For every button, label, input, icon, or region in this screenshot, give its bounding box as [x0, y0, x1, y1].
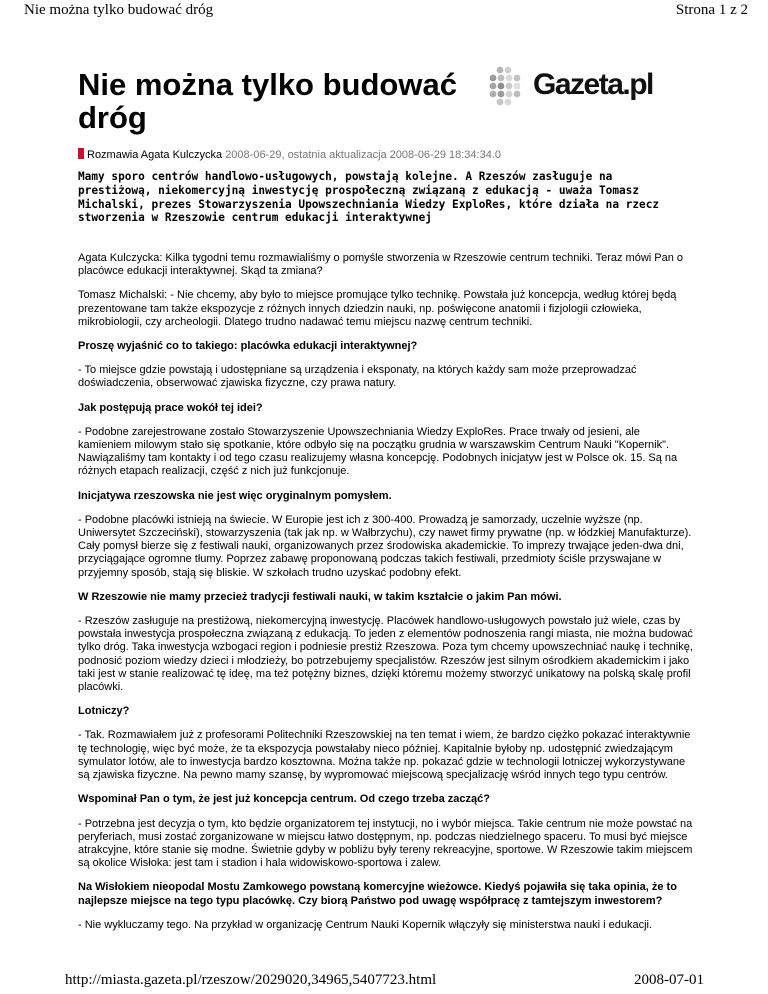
question-paragraph: Inicjatywa rzeszowska nie jest więc oryginalnym pomysłem. — [78, 489, 392, 502]
article-lead: Mamy sporo centrów handlowo-usługowych, powstają kolejne. A Rzeszów zasługuje na prestiżową, niekomercyjną inwestycję prospołeczną związaną z edukacją - uważa Tomasz Michalski, prezes Stowarzyszenia Upowszechniania Wiedzy ExploRes, które działa na rzecz stworzenia w Rzeszowie centrum edukacji interaktywnej — [78, 170, 660, 225]
question-paragraph: Wspominał Pan o tym, że jest już koncepcja centrum. Od czego trzeba zacząć? — [78, 793, 490, 806]
answer-paragraph: - Podobne placówki istnieją na świecie. W Europie jest ich z 300-400. Prowadzą je samorzady, uczelnie wyższe (np. Uniwersytet Szczeciński), stowarzyszenia (tak jak np. w Wałbrzychu), czy nawet firmy prywatne (np. w łódzkiej Manufakturze). Cały pomysł bierze się z festiwali nauki, organizowanych przez środowiska akademickie. To imprezy trwające jeden-dwa dni, przyciągające ogromne tłumy. Poprzez zabawę proponowaną podczas takich festiwali, przedmioty ściśle przyswajane w przyjemny sposób, stają się bliskie. W szkołach trudno uzyskać podobny efekt. — [78, 513, 692, 579]
answer-paragraph: Agata Kulczycka: Kilka tygodni temu rozmawialiśmy o pomyśle stworzenia w Rzeszowie centrum techniki. Teraz mówi Pan o placówce edukacji interaktywnej. Skąd ta zmiana? — [78, 252, 684, 278]
answer-paragraph: - To miejsce gdzie powstają i udostępniane są urządzenia i eksponaty, na których każdy sam może przeprowadzać doświadczenia, obserwować zjawiska fizyczne, czy prawa natury. — [78, 364, 637, 390]
byline-marker-icon — [78, 148, 84, 159]
byline-dates: 2008-06-29, ostatnia aktualizacja 2008-06-29 18:34:34.0 — [225, 149, 501, 161]
gazeta-logo[interactable] — [489, 66, 689, 106]
answer-paragraph: - Podobne zarejestrowane zostało Stowarzyszenie Upowszechniania Wiedzy ExploRes. Prace trwały od jesieni, ale kamieniem milowym stało się spotkanie, które odbyło się na początku grudnia w warszawskim Centrum Nauki "Kopernik". Nawiązaliśmy tam kontakty i od tego czasu realizujemy własna koncepcję. Podobnych inicjatyw jest w Polsce ok. 15. Są na różnych etapach realizacji, część z nich już funkcjonuje. — [78, 425, 678, 478]
print-header — [0, 0, 768, 22]
print-footer — [0, 968, 768, 994]
answer-paragraph: - Potrzebna jest decyzja o tym, kto będzie organizatorem tej instytucji, no i wybór miejsca. Takie centrum nie może powstać na peryferiach, musi zostać zorganizowane w miejscu łatwo dostępnym, np. podczas niedzielnego spaceru. To musi być miejsce atrakcyjne, które stanie się modne. Świetnie gdyby w pobliżu były tereny rekreacyjne, sportowe. W Rzeszowie takim miejscem są okolice Wisłoka: jest tam i stadion i hala widowiskowo-sportowa i zalew. — [78, 817, 693, 870]
byline-author: Rozmawia Agata Kulczycka — [87, 149, 223, 161]
answer-paragraph: - Tak. Rozmawiałem już z profesorami Politechniki Rzeszowskiej na ten temat i wiem, że bardzo ciężko pokazać interaktywnie tę technologię, więc być może, że ta ekspozycja powstałaby nieco później. Kapitalnie byłoby np. udostępnić zwiedzającym symulator lotów, ale to inwestycja bardzo kosztowna. Można także np. pokazać gdzie w technologii lotniczej wykorzystywane są zjawiska fizyczne. Na pewno mamy szansę, by wypromować miejscową specjalizację wśród innych tego typu centrów. — [78, 729, 691, 782]
logo-wordmark: Gazeta.pl — [533, 68, 653, 101]
answer-paragraph: Tomasz Michalski: - Nie chcemy, aby było to miejsce promujące tylko technikę. Powstała już koncepcja, według której będą prezentowane tam także ekspozycje z różnych innych dziedzin nauki, np. poświęcone anatomii i fizjologii człowieka, mikrobiologii, czy archeologii. Dlatego trudno nadawać temu miejscu nazwę centrum techniki. — [78, 289, 677, 328]
print-footer-date: 2008-07-01 — [634, 972, 704, 988]
print-footer-url: http://miasta.gazeta.pl/rzeszow/2029020,34965,5407723.html — [65, 972, 437, 988]
logo-dots-icon — [489, 66, 529, 106]
question-paragraph: Jak postępują prace wokół tej idei? — [78, 401, 263, 414]
print-header-page-number: Strona 1 z 2 — [675, 2, 748, 18]
question-paragraph: Proszę wyjaśnić co to takiego: placówka edukacji interaktywnej? — [78, 340, 418, 353]
article-body — [78, 252, 693, 943]
question-paragraph: Lotniczy? — [78, 705, 130, 718]
question-paragraph: Na Wisłokiem nieopodal Mostu Zamkowego powstaną komercyjne wieżowce. Kiedyś pojawiła się taka opinia, że to najlepsze miejsce na tego typu placówkę. Czy biorą Państwo pod uwagę współpracę z tamtejszym inwestorem? — [78, 881, 677, 907]
question-paragraph: W Rzeszowie nie mamy przecież tradycji festiwali nauki, w takim kształcie o jakim Pan mówi. — [78, 590, 562, 603]
answer-paragraph: - Rzeszów zasługuje na prestiżową, niekomercyjną inwestycję. Placówek handlowo-usługowych powstało już wiele, czas by powstała inwestycja prospołeczna związaną z edukacją. To jeden z elementów podnoszenia rangi miasta, nie można budować tylko dróg. Taka inwestycja wzbogaci region i podniesie prestiż Rzeszowa. Poza tym chcemy upowszechniać naukę i technikę, podnosić poziom wiedzy dzieci i młodzieży, bo potrzebujemy specjalistów. Rzeszów jest silnym ośrodkiem akademickim i jako taki jest w stanie realizować tę ideę, ma też potężny biznes, dzięki któremu możemy stworzyć unikatowy na polską skalę profil placówki. — [78, 615, 693, 694]
answer-paragraph: - Nie wykluczamy tego. Na przykład w organizację Centrum Nauki Kopernik włączyły się ministerstwa nauki i edukacji. — [78, 918, 653, 931]
byline — [78, 148, 698, 162]
print-header-title: Nie można tylko budować dróg — [24, 2, 214, 18]
article-title: Nie można tylko budować dróg — [78, 67, 457, 135]
